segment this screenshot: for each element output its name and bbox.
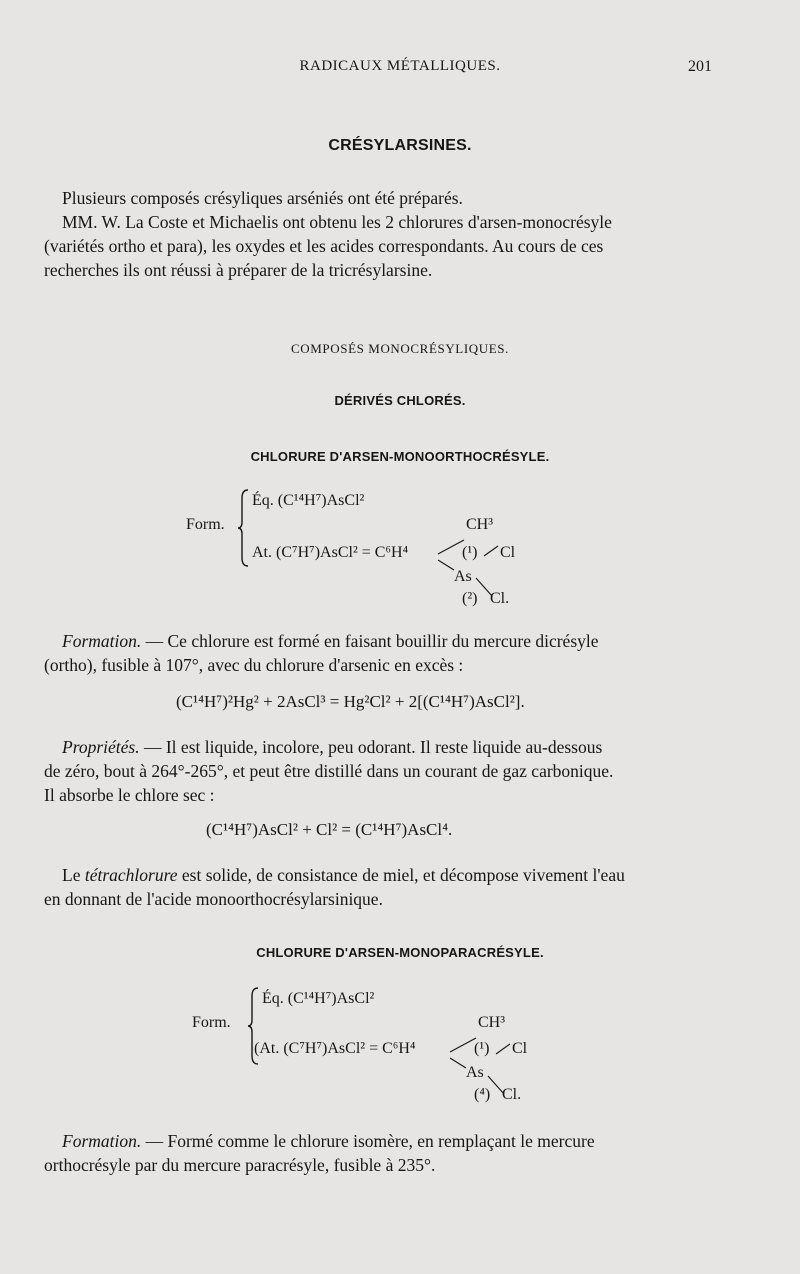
ortho-title: CHLORURE D'ARSEN-MONOORTHOCRÉSYLE. [250,449,550,464]
para-eq-line: Éq. (C¹⁴H⁷)AsCl² [262,990,375,1007]
ortho-proprietes-line-3: Il absorbe le chlore sec : [44,785,215,805]
ortho-cl-top: Cl [500,544,516,561]
ortho-proprietes-label: Propriétés. [62,737,140,757]
ortho-form-label: Form. [186,516,225,533]
ortho-pos1: (¹) [462,544,478,561]
ortho-equation-1: (C¹⁴H⁷)²Hg² + 2AsCl³ = Hg²Cl² + 2[(C¹⁴H⁷)AsCl²]. [176,692,525,711]
subsection-title: COMPOSÉS MONOCRÉSYLIQUES. [291,341,509,356]
para-as: As [466,1064,484,1081]
ortho-cl-bottom: Cl. [490,590,510,607]
ortho-eq-line: Éq. (C¹⁴H⁷)AsCl² [252,492,365,509]
page-number: 201 [688,58,712,75]
ortho-formula [186,486,586,616]
section-title: CRÉSYLARSINES. [328,137,472,154]
ortho-proprietes-line-2: de zéro, bout à 264°-265°, et peut être distillé dans un courant de gaz carbonique. [44,761,614,781]
intro-paragraph [44,186,756,282]
para-ch3: CH³ [478,1014,506,1031]
para-formation [44,1129,756,1177]
ortho-formation-line-2: (ortho), fusible à 107°, avec du chlorure d'arsenic en excès : [44,655,464,675]
left-brace-icon [238,488,250,568]
para-pos2: (⁴) [474,1086,491,1103]
tetra-prefix: Le [62,865,85,885]
intro-line-4: recherches ils ont réussi à préparer de la tricrésylarsine. [44,260,433,280]
ortho-formation-line-1: — Ce chlorure est formé en faisant bouillir du mercure dicrésyle [141,631,599,651]
ortho-at-line: At. (C⁷H⁷)AsCl² = C⁶H⁴ [252,544,409,561]
ortho-formation [44,629,756,677]
ortho-formation-label: Formation. [62,631,142,651]
para-form-label: Form. [192,1014,231,1031]
para-pos1: (¹) [474,1040,490,1057]
para-title: CHLORURE D'ARSEN-MONOPARACRÉSYLE. [256,945,544,960]
ortho-pos2: (²) [462,590,478,607]
para-at-line: (At. (C⁷H⁷)AsCl² = C⁶H⁴ [254,1040,416,1057]
tetra-word: tétrachlorure [84,865,178,885]
para-formation-line-2: orthocrésyle par du mercure paracrésyle, fusible à 235°. [44,1155,436,1175]
ortho-proprietes [44,735,756,807]
para-cl-bottom: Cl. [502,1086,522,1103]
tetra-line-2: en donnant de l'acide monoorthocrésylarsinique. [44,889,383,909]
intro-line-3: (variétés ortho et para), les oxydes et les acides correspondants. Au cours de ces [44,236,604,256]
tetra-line-1: est solide, de consistance de miel, et décompose vivement l'eau [177,865,625,885]
ortho-tetrachlorure [44,863,756,911]
para-cl-top: Cl [512,1040,528,1057]
ortho-equation-2: (C¹⁴H⁷)AsCl² + Cl² = (C¹⁴H⁷)AsCl⁴. [206,820,453,839]
sub2-title: DÉRIVÉS CHLORÉS. [334,393,466,408]
ortho-as: As [454,568,472,585]
para-formation-line-1: — Formé comme le chlorure isomère, en remplaçant le mercure [141,1131,595,1151]
running-head: RADICAUX MÉTALLIQUES. [299,58,501,74]
ortho-proprietes-line-1: — Il est liquide, incolore, peu odorant. Il reste liquide au-dessous [139,737,603,757]
para-bond-lines-icon [446,1024,526,1104]
para-formula [192,984,592,1114]
intro-line-1: Plusieurs composés crésyliques arséniés ont été préparés. [62,188,463,208]
ortho-bond-lines-icon [434,526,514,606]
ortho-ch3: CH³ [466,516,494,533]
intro-line-2: MM. W. La Coste et Michaelis ont obtenu les 2 chlorures d'arsen-monocrésyle [62,212,612,232]
para-formation-label: Formation. [62,1131,142,1151]
